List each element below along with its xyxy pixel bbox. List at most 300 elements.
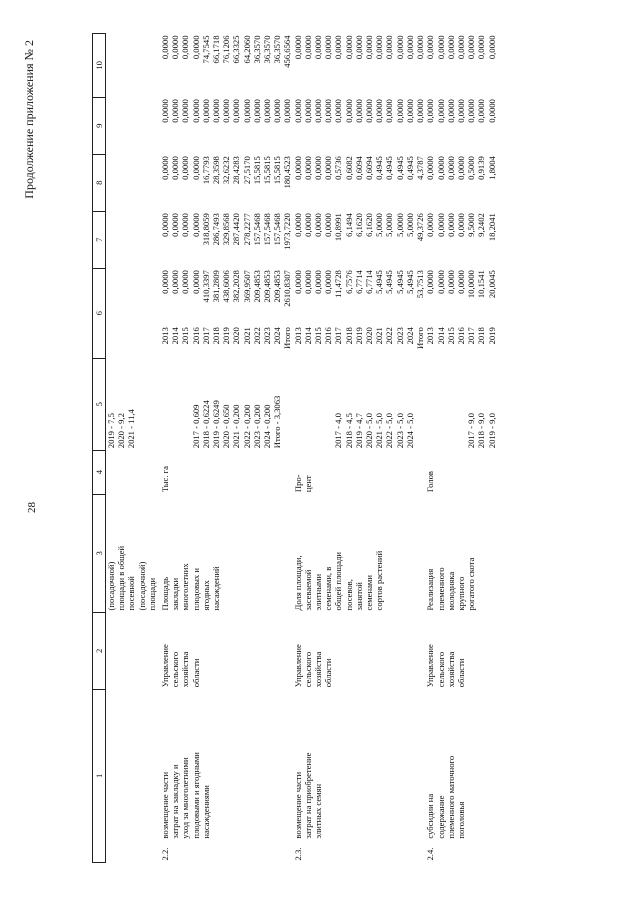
- cell-line: Итого: [415, 327, 426, 349]
- cell-line: 0,0000: [476, 99, 487, 123]
- cell-line: 2013: [425, 327, 436, 345]
- table-cell-col1: [160, 689, 293, 840]
- cell-line: 5,4945: [374, 270, 385, 294]
- cell-line: 66,3325: [231, 35, 242, 64]
- cell-line: 0,0000: [394, 99, 405, 123]
- table-cell-col1: [293, 689, 426, 840]
- cell-line: 0,0000: [200, 99, 211, 123]
- cell-line: общей площади: [333, 552, 344, 611]
- cell-line: [160, 360, 170, 448]
- col-header-8: 8: [93, 154, 106, 211]
- cell-line: 2021: [241, 327, 252, 345]
- cell-line: 2013: [292, 327, 303, 345]
- cell-line: хозяйства: [313, 651, 324, 688]
- cell-line: 5,0000: [384, 213, 395, 237]
- cell-line: 0,0000: [160, 156, 171, 180]
- cell-line: 2018 - 4,5: [343, 413, 354, 449]
- cell-line: 0,4945: [374, 156, 385, 180]
- table-cell-num: 2.3.: [292, 847, 303, 861]
- cell-line: Доля площади,: [292, 555, 303, 611]
- table-cell-col7: [425, 211, 496, 268]
- cell-line: 2019 - 4,7: [353, 413, 364, 449]
- cell-line: 0,0000: [486, 99, 497, 123]
- table-cell-years: [425, 325, 496, 358]
- cell-line: затрат на закладку и: [170, 764, 181, 839]
- cell-line: 0,0000: [190, 213, 201, 237]
- table-cell-years: [293, 325, 426, 358]
- cell-line: 28,3598: [211, 156, 222, 185]
- cell-line: 1973,7220: [282, 213, 293, 250]
- cell-line: 0,0000: [170, 35, 181, 60]
- cell-line: [170, 360, 180, 448]
- cell-line: 209,4853: [251, 270, 262, 303]
- cell-line: 76,1206: [221, 35, 232, 64]
- cell-line: 2021: [374, 327, 385, 345]
- cell-line: хозяйства: [180, 651, 191, 688]
- cell-line: насаждений: [211, 566, 222, 611]
- cell-line: 2018: [211, 327, 222, 345]
- cell-line: 329,8568: [221, 213, 232, 246]
- cell-line: 180,4523: [282, 156, 293, 189]
- cell-line: 0,0000: [435, 156, 446, 180]
- cell-line: 0,4945: [404, 156, 415, 180]
- cell-line: 456,6564: [282, 35, 293, 68]
- cell-line: 0,0000: [353, 35, 364, 60]
- table-cell-col2: [160, 613, 293, 690]
- cell-line: 2020 - 5,0: [364, 413, 375, 449]
- cell-line: 0,0000: [374, 35, 385, 60]
- cell-line: области: [323, 658, 334, 688]
- cell-line: [456, 360, 466, 448]
- col-header-4: 4: [93, 450, 106, 494]
- appendix-table: [92, 33, 497, 863]
- cell-line: 2015: [180, 327, 191, 345]
- cell-line: 0,0000: [190, 99, 201, 123]
- cell-line: 0,0000: [221, 99, 232, 123]
- cell-line: 10,8991: [333, 213, 344, 242]
- cell-line: 0,0000: [323, 213, 334, 237]
- cell-line: 16,7793: [200, 156, 211, 185]
- cell-line: цент: [302, 475, 313, 493]
- cell-line: 0,0000: [445, 35, 456, 60]
- cell-line: 0,0000: [404, 35, 415, 60]
- table-cell-col1: [425, 689, 496, 840]
- cell-line: [323, 360, 333, 448]
- cell-line: 0,0000: [190, 35, 201, 60]
- cell-line: 0,0000: [353, 99, 364, 123]
- table-cell-col5: [293, 358, 426, 450]
- cell-line: 0,0000: [404, 99, 415, 123]
- cell-line: 2018: [343, 327, 354, 345]
- cell-line: Про-: [292, 474, 303, 493]
- cell-line: 6,1620: [364, 213, 375, 237]
- cell-line: 0,0000: [292, 99, 303, 123]
- cell-line: 2019: [221, 327, 232, 345]
- cell-line: 0,9139: [476, 156, 487, 180]
- cell-line: Итого - 3,3063: [272, 395, 283, 449]
- cell-line: племенного маточного: [445, 755, 456, 839]
- cell-line: 0,0000: [455, 270, 466, 294]
- cell-line: 2022: [384, 327, 395, 345]
- cell-line: плодовых и: [190, 568, 201, 611]
- cell-line: 36,3570: [251, 35, 262, 64]
- cell-line: сортов растений: [374, 550, 385, 611]
- cell-line: 0,4945: [384, 156, 395, 180]
- cell-line: 0,0000: [445, 156, 456, 180]
- table-cell-col6: [160, 268, 293, 325]
- cell-line: [303, 360, 313, 448]
- cell-line: 10,0000: [466, 270, 477, 299]
- table-cell-col10: [293, 34, 426, 98]
- cell-line: 2018 - 0,6224: [200, 400, 211, 449]
- cell-line: 6,1620: [353, 213, 364, 237]
- cell-line: Реализация: [425, 568, 436, 611]
- cell-line: многолетних: [180, 563, 191, 611]
- cell-line: сельского: [170, 651, 181, 688]
- table-cell-col9: [425, 97, 496, 154]
- cell-line: 209,4853: [272, 270, 283, 303]
- cell-line: молодняка: [445, 571, 456, 611]
- cell-line: 0,0000: [262, 99, 273, 123]
- cell-line: [180, 360, 190, 448]
- cell-line: 0,0000: [160, 99, 171, 123]
- table-cell-col3: [425, 494, 496, 612]
- table-cell-col4: [160, 450, 293, 494]
- cell-line: 0,0000: [455, 213, 466, 237]
- cell-line: элитными: [313, 573, 324, 611]
- cell-line: [313, 360, 323, 448]
- cell-line: 0,0000: [415, 99, 426, 123]
- cell-line: 0,0000: [241, 99, 252, 123]
- cell-line: 0,6094: [353, 156, 364, 180]
- cell-line: сельского: [435, 651, 446, 688]
- appendix-label: Продолжение приложения № 2: [22, 40, 36, 199]
- cell-line: 2022 - 5,0: [384, 413, 395, 449]
- cell-line: 66,1718: [211, 35, 222, 64]
- cell-line: 2014: [170, 327, 181, 345]
- cell-line: 0,0000: [333, 99, 344, 123]
- cell-line: 0,0000: [180, 213, 191, 237]
- cell-line: 2014: [435, 327, 446, 345]
- cell-line: закладки: [170, 577, 181, 611]
- cell-line: 0,0000: [272, 99, 283, 123]
- cell-line: 2017: [466, 327, 477, 345]
- cell-line: 278,2277: [241, 213, 252, 246]
- cell-line: 0,0000: [292, 156, 303, 180]
- cell-line: 5,0000: [404, 213, 415, 237]
- cell-line: 0,0000: [455, 99, 466, 123]
- cell-line: 2020: [364, 327, 375, 345]
- cell-line: области: [455, 658, 466, 688]
- table-cell-col10: [425, 34, 496, 98]
- table-cell-col8: [293, 154, 426, 211]
- cell-line: 2017 - 0,609: [190, 404, 201, 449]
- cell-line: Тыс. га: [160, 466, 171, 493]
- cell-text: 2021 - 11,4: [126, 409, 137, 449]
- cell-line: Управление: [425, 644, 436, 688]
- cell-line: затрат на приобретение: [302, 752, 313, 839]
- cell-line: насаждениями: [200, 785, 211, 839]
- cell-text: (посадочной): [106, 561, 116, 611]
- cell-line: 0,0000: [323, 270, 334, 294]
- cell-line: семенами: [364, 575, 375, 611]
- cell-line: 2023: [394, 327, 405, 345]
- col-header-5: 5: [93, 358, 106, 450]
- cell-line: 2014: [302, 327, 313, 345]
- cell-line: области: [190, 658, 201, 688]
- col-header-3: 3: [93, 494, 106, 612]
- table-cell-col4: [293, 450, 426, 494]
- cell-line: 209,4853: [262, 270, 273, 303]
- cell-line: 0,0000: [180, 99, 191, 123]
- cell-line: 2023: [262, 327, 273, 345]
- cell-line: 2022: [251, 327, 262, 345]
- cell-text: (посадочной): [136, 561, 147, 611]
- table-cell-col9: [160, 97, 293, 154]
- cell-line: ягодных: [200, 580, 211, 611]
- col-header-6: 6: [93, 268, 106, 358]
- cell-line: 15,5815: [251, 156, 262, 185]
- cell-text: площади: [146, 577, 157, 611]
- cell-line: 0,0000: [180, 270, 191, 294]
- cell-line: возмещение части: [160, 771, 171, 839]
- cell-text: площади в общей: [116, 545, 127, 611]
- continuation-row: [106, 34, 161, 863]
- col-header-2: 2: [93, 613, 106, 690]
- cell-line: уход за многолетними: [180, 757, 191, 839]
- cell-line: 1,8004: [486, 156, 497, 180]
- cell-line: 438,6006: [221, 270, 232, 303]
- cell-line: 2021 - 0,200: [231, 404, 242, 449]
- cell-line: 5,4945: [404, 270, 415, 294]
- cell-line: 382,2028: [231, 270, 242, 303]
- cell-line: 0,0000: [323, 99, 334, 123]
- cell-line: 0,0000: [343, 99, 354, 123]
- cell-line: 0,0000: [190, 156, 201, 180]
- table-cell-col10: [160, 34, 293, 98]
- cell-line: 0,0000: [425, 213, 436, 237]
- cell-line: 9,2402: [476, 213, 487, 237]
- col-header-7: 7: [93, 211, 106, 268]
- cell-line: 0,0000: [292, 270, 303, 294]
- cell-line: 2017 - 9,0: [466, 413, 477, 449]
- cell-line: 5,4945: [394, 270, 405, 294]
- cell-line: 157,5468: [251, 213, 262, 246]
- cell-line: 0,6094: [364, 156, 375, 180]
- cell-line: Управление: [292, 644, 303, 688]
- cell-line: 10,1541: [476, 270, 487, 299]
- cell-line: 0,5736: [333, 156, 344, 180]
- col-header-10: 10: [93, 34, 106, 98]
- cell-line: 0,0000: [364, 99, 375, 123]
- cell-line: посевов,: [343, 579, 354, 611]
- cell-line: 2020: [231, 327, 242, 345]
- table-cell-col9: [293, 97, 426, 154]
- cell-line: 11,4728: [333, 270, 344, 298]
- cell-line: 6,1494: [343, 213, 354, 237]
- table-cell-col7: [160, 211, 293, 268]
- cell-text: 2020 - 9,2: [116, 413, 127, 449]
- cell-line: 381,2809: [211, 270, 222, 303]
- cell-line: 0,0000: [190, 270, 201, 294]
- table-cell-col3: [160, 494, 293, 612]
- cell-line: 15,5815: [272, 156, 283, 185]
- cell-line: 0,0000: [170, 156, 181, 180]
- cell-line: 157,5468: [272, 213, 283, 246]
- cell-line: 0,0000: [323, 35, 334, 60]
- cell-line: 0,0000: [455, 156, 466, 180]
- table-row: [425, 34, 496, 863]
- cell-line: 0,0000: [302, 213, 313, 237]
- cell-line: 2024 - 5,0: [404, 413, 415, 449]
- cell-line: 0,0000: [170, 99, 181, 123]
- cell-line: Управление: [160, 644, 171, 688]
- cell-line: 0,0000: [435, 99, 446, 123]
- cell-line: [446, 360, 456, 448]
- table-cell-num: 2.2.: [160, 847, 171, 861]
- cell-line: 2013: [160, 327, 171, 345]
- cell-line: 286,7493: [211, 213, 222, 246]
- cell-line: 2019: [353, 327, 364, 345]
- cell-line: 2016: [323, 327, 334, 345]
- cell-line: 27,5170: [241, 156, 252, 185]
- table-cell-col6: [293, 268, 426, 325]
- cell-line: 318,8059: [200, 213, 211, 246]
- cell-line: 0,5000: [466, 156, 477, 180]
- table-cell-col5: [425, 358, 496, 450]
- table-row: [160, 34, 293, 863]
- cell-line: 0,0000: [364, 35, 375, 60]
- cell-line: 0,0000: [394, 35, 405, 60]
- cell-line: 0,0000: [302, 99, 313, 123]
- cell-line: 2024 - 0,200: [262, 404, 273, 449]
- cell-line: Голов: [425, 471, 436, 493]
- cell-line: 0,0000: [466, 99, 477, 123]
- cell-line: 0,0000: [170, 270, 181, 294]
- cell-line: 0,0000: [160, 213, 171, 237]
- cell-line: 0,0000: [323, 156, 334, 180]
- cell-line: 2015: [445, 327, 456, 345]
- cell-line: 0,0000: [211, 99, 222, 123]
- cell-line: 0,0000: [445, 99, 456, 123]
- cell-line: 0,0000: [160, 270, 171, 294]
- cell-line: 0,0000: [313, 99, 324, 123]
- cell-line: 2015: [313, 327, 324, 345]
- cell-line: 0,0000: [486, 35, 497, 60]
- cell-line: 2021 - 5,0: [374, 413, 385, 449]
- cell-line: 2018: [476, 327, 487, 345]
- cell-line: 6,7576: [343, 270, 354, 294]
- cell-line: 0,0000: [251, 99, 262, 123]
- cell-line: засеваемой: [302, 569, 313, 611]
- cell-line: 2017: [333, 327, 344, 345]
- cell-line: поголовья: [455, 801, 466, 839]
- cell-line: [436, 360, 446, 448]
- table-cell-col7: [293, 211, 426, 268]
- cell-line: 6,7714: [353, 270, 364, 294]
- cell-text: 2019 - 7,5: [106, 413, 116, 449]
- cell-line: 0,0000: [302, 35, 313, 60]
- cell-line: 0,0000: [466, 35, 477, 60]
- page-number: 28: [26, 502, 38, 513]
- cell-line: элитных семян: [313, 783, 324, 839]
- cell-line: семенами, в: [323, 566, 334, 611]
- cell-line: 0,0000: [374, 99, 385, 123]
- cell-line: 20,0045: [486, 270, 497, 299]
- table-cell-col8: [160, 154, 293, 211]
- cell-line: 0,0000: [425, 35, 436, 60]
- cell-line: 5,0000: [394, 213, 405, 237]
- cell-line: 0,0000: [313, 35, 324, 60]
- cell-line: 0,0000: [292, 213, 303, 237]
- continuation-col5: [106, 358, 161, 450]
- cell-line: 0,0000: [435, 213, 446, 237]
- cell-line: 5,4945: [384, 270, 395, 294]
- cell-line: 2019 - 9,0: [486, 413, 497, 449]
- cell-line: 36,3570: [272, 35, 283, 64]
- cell-line: 0,0000: [313, 156, 324, 180]
- table-cell-col5: [160, 358, 293, 450]
- cell-line: 2023 - 5,0: [394, 413, 405, 449]
- cell-line: рогатого скота: [466, 557, 477, 611]
- col-header-9: 9: [93, 97, 106, 154]
- cell-line: 0,0000: [313, 270, 324, 294]
- table-cell-num: 2.4.: [425, 847, 436, 861]
- cell-line: плодовыми и ягодными: [190, 752, 201, 839]
- cell-line: 0,4945: [394, 156, 405, 180]
- cell-line: 74,7545: [200, 35, 211, 64]
- cell-line: 2017: [200, 327, 211, 345]
- cell-line: 0,0000: [384, 99, 395, 123]
- cell-line: Площадь: [160, 576, 171, 611]
- cell-line: 0,0000: [333, 35, 344, 60]
- cell-line: 49,3726: [415, 213, 426, 242]
- cell-line: 53,7513: [415, 270, 426, 299]
- cell-line: 0,0000: [302, 156, 313, 180]
- cell-line: сельского: [302, 651, 313, 688]
- cell-line: 15,5815: [262, 156, 273, 185]
- cell-line: 5,0000: [374, 213, 385, 237]
- cell-line: 369,9507: [241, 270, 252, 303]
- cell-line: 287,4420: [231, 213, 242, 246]
- table-cell-col6: [425, 268, 496, 325]
- column-number-row: [93, 34, 106, 863]
- cell-line: 0,0000: [343, 35, 354, 60]
- cell-line: 0,0000: [476, 35, 487, 60]
- table-cell-col8: [425, 154, 496, 211]
- cell-line: [425, 360, 435, 448]
- table-cell-years: [160, 325, 293, 358]
- cell-line: 0,0000: [455, 35, 466, 60]
- cell-line: 0,0000: [180, 156, 191, 180]
- cell-line: [293, 360, 303, 448]
- cell-line: 2016: [190, 327, 201, 345]
- cell-line: 0,0000: [435, 270, 446, 294]
- cell-line: Итого: [282, 327, 293, 349]
- cell-line: 2022 - 0,200: [241, 404, 252, 449]
- cell-line: 6,7714: [364, 270, 375, 294]
- cell-line: 0,0000: [415, 35, 426, 60]
- cell-line: 32,6232: [221, 156, 232, 185]
- cell-line: 0,0000: [384, 35, 395, 60]
- cell-line: 2018 - 9,0: [476, 413, 487, 449]
- cell-line: 18,2041: [486, 213, 497, 242]
- cell-line: крупного: [455, 576, 466, 611]
- cell-line: 2024: [272, 327, 283, 345]
- cell-line: 9,5000: [466, 213, 477, 237]
- cell-line: 2023 - 0,200: [251, 404, 262, 449]
- cell-line: 0,0000: [425, 99, 436, 123]
